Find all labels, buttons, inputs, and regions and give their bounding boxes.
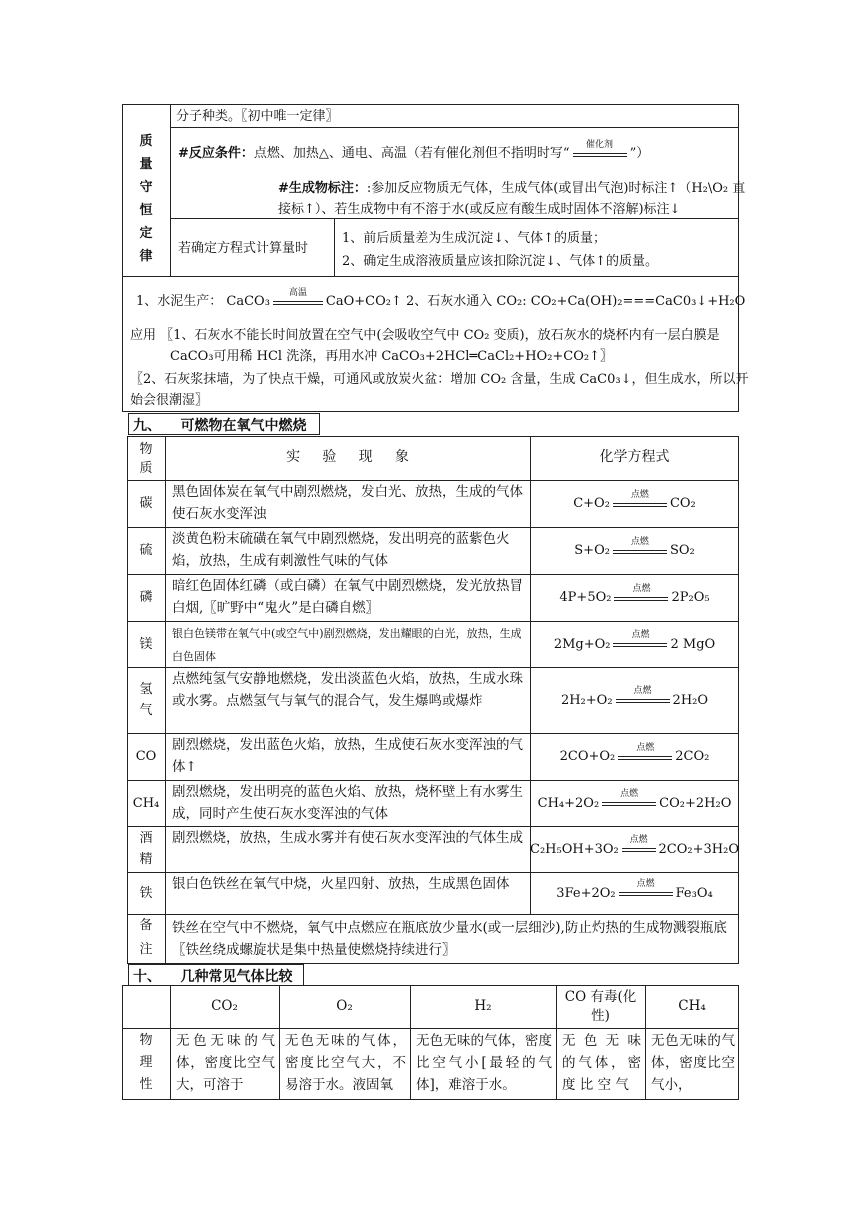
chemical-equation — [530, 480, 739, 527]
chemical-equation — [530, 667, 739, 733]
calc-label: 若确定方程式计算量时 — [178, 241, 309, 256]
row-reaction-conditions — [178, 139, 650, 164]
ignite-condition: 点燃 — [611, 497, 669, 511]
phenomenon-text: 银白色镁带在氧气中(或空气中)剧烈燃烧，发出耀眼的白光，放热，生成白色固体 — [172, 627, 522, 663]
ignite-condition: 点燃 — [600, 796, 658, 810]
ignite-condition: 点燃 — [611, 544, 669, 558]
phenomenon-text: 银白色铁丝在氧气中烧，火星四射、放热，生成黑色固体 — [172, 876, 510, 892]
chemical-equation — [530, 574, 739, 621]
physical-property-cell: 无色无味的气体，密度比空气小， — [651, 1033, 735, 1093]
phenomenon-text: 剧烈燃烧，发出蓝色火焰，放热，生成使石灰水变浑浊的气体↑ — [172, 737, 523, 775]
substance-name: CH₄ — [132, 795, 160, 811]
catalyst-condition: 催化剂 — [571, 147, 629, 161]
gas-header: O₂ — [336, 998, 353, 1014]
product-marking-text: :参加反应物质无气体，生成气体(或冒出气泡)时标注↑（H₂\O₂ 直 — [366, 181, 746, 196]
gas-header — [122, 985, 170, 1028]
ignite-condition: 点燃 — [614, 693, 672, 707]
section-10-title: 十、 几种常见气体比较 — [128, 964, 304, 986]
reaction-conditions-label: #反应条件： — [178, 146, 254, 161]
equation-reactants: 3Fe+2O₂ — [556, 885, 616, 901]
note-text: 铁丝在空气中不燃烧，氧气中点燃应在瓶底放少量水(或一层细沙),防止灼热的生成物溅裂瓶底〖铁丝绕成螺旋状是集中热量使燃烧持续进行〗 — [172, 920, 727, 958]
calc-rule-2: 2、确定生成溶液质量应该扣除沉淀↓、气体↑的质量。 — [342, 254, 659, 269]
row-molecule-types: 分子种类。〖初中唯一定律〗 — [176, 109, 339, 124]
ignite-condition: 点燃 — [616, 750, 674, 764]
ignite-condition: 点燃 — [617, 886, 675, 900]
header-substance: 物 质 — [139, 442, 153, 476]
equation-products: CO₂ — [669, 496, 696, 511]
note-label: 备 注 — [139, 918, 153, 957]
header-phenomenon: 实 验 现 象 — [286, 449, 409, 465]
ignite-condition: 点燃 — [612, 591, 670, 605]
equation-reactants: 4P+5O₂ — [559, 590, 612, 605]
equation-reactants: 2CO+O₂ — [559, 749, 616, 764]
substance-name: 铁 — [139, 885, 153, 901]
limewater-co2: CaO+CO₂↑ 2、石灰水通入 CO₂: CO₂+Ca(OH)₂===CaC0₃↓+H₂O — [325, 294, 746, 309]
substance-name: 碳 — [139, 496, 153, 511]
ignite-condition: 点燃 — [611, 637, 669, 651]
equation-products: CO₂+2H₂O — [659, 795, 732, 811]
apply-line-4: 〖2、石灰浆抹墙，为了快点干燥，可通风或放炭火盆：增加 CO₂ 含量，生成 CaC0₃↓，但生成水，所以开 — [130, 372, 749, 387]
physical-property-cell: 无色无味的气体，密度比空气大，可溶于 — [176, 1033, 275, 1093]
physical-property-cell: 无色无味的气体，密度比空气小[最轻的气体]，难溶于水。 — [416, 1033, 552, 1093]
equation-reactants: 2Mg+O₂ — [553, 636, 611, 652]
cement-production: 1、水泥生产： CaCO₃ — [136, 294, 270, 309]
substance-name: 硫 — [139, 543, 153, 558]
equation-products: 2CO₂ — [675, 749, 710, 764]
gas-header: H₂ — [474, 998, 492, 1014]
apply-line-1 — [136, 287, 746, 312]
chemical-equation — [530, 872, 739, 914]
ignite-condition: 点燃 — [620, 842, 658, 856]
substance-name: 磷 — [139, 590, 153, 605]
equation-reactants: CH₄+2O₂ — [537, 795, 600, 811]
substance-name: 酒 精 — [139, 831, 153, 867]
chemical-equation — [530, 621, 739, 667]
phenomenon-text: 点燃纯氢气安静地燃烧，发出淡蓝色火焰，放热，生成水珠或水雾。点燃氢气与氧气的混合气，发生爆鸣或爆炸 — [172, 671, 523, 709]
chemical-equation — [530, 780, 739, 826]
apply-line-2: 应用 〖1、石灰水不能长时间放置在空气中(会吸收空气中 CO₂ 变质)，放石灰水的烧杯内有一层白膜是 — [130, 328, 720, 343]
high-temp-condition: 高温 — [271, 295, 325, 309]
section-9-title: 九、 可燃物在氧气中燃烧 — [128, 413, 320, 435]
equation-products: 2H₂O — [672, 692, 709, 708]
product-marking-label: #生成物标注： — [278, 181, 367, 196]
reaction-conditions-text: 点燃、加热△、通电、高温（若有催化剂但不指明时写“ — [253, 146, 570, 161]
row-product-marking-2: 接标↑）、若生成物中有不溶于水(或反应有酸生成时固体不溶解)标注↓ — [278, 202, 681, 217]
chemical-equation — [530, 527, 739, 574]
reaction-conditions-end: ”） — [629, 146, 650, 161]
physical-property-label: 物 理 性 — [139, 1033, 153, 1092]
substance-name: 镁 — [139, 636, 153, 652]
phenomenon-text: 淡黄色粉末硫磺在氧气中剧烈燃烧，发出明亮的蓝紫色火焰，放热，生成有刺激性气味的气体 — [172, 531, 510, 569]
equation-products: 2CO₂+3H₂O — [658, 841, 739, 857]
phenomenon-text: 黑色固体炭在氧气中剧烈燃烧，发白光、放热，生成的气体使石灰水变浑浊 — [172, 484, 523, 522]
equation-reactants: C₂H₅OH+3O₂ — [530, 841, 619, 857]
equation-reactants: C+O₂ — [573, 496, 610, 511]
physical-property-cell: 无 色 无 味的气体，密 度 比 空 气 — [562, 1033, 641, 1093]
phenomenon-text: 剧烈燃烧，发出明亮的蓝色火焰、放热，烧杯壁上有水雾生成，同时产生使石灰水变浑浊的气体 — [172, 784, 523, 822]
side-label-mass-conservation: 质 量 守 恒 定 律 — [139, 134, 153, 264]
equation-reactants: 2H₂+O₂ — [560, 692, 613, 708]
header-equation: 化学方程式 — [599, 449, 670, 465]
gas-header: CO₂ — [211, 998, 238, 1014]
gas-header: CO 有毒(化性) — [564, 988, 637, 1024]
equation-products: 2P₂O₅ — [671, 590, 710, 605]
chemical-equation — [530, 733, 739, 780]
equation-reactants: S+O₂ — [574, 543, 610, 558]
equation-products: SO₂ — [669, 543, 695, 558]
phenomenon-text: 暗红色固体红磷（或白磷）在氧气中剧烈燃烧，发光放热冒白烟,〖旷野中“鬼火”是白磷自燃〗 — [172, 578, 523, 616]
calc-rule-1: 1、前后质量差为生成沉淀↓、气体↑的质量； — [342, 231, 607, 246]
equation-products: 2 MgO — [670, 636, 716, 652]
apply-line-3: CaCO₃可用稀 HCl 洗涤，再用水冲 CaCO₃+2HCl═CaCl₂+HO₂+CO₂↑〗 — [170, 349, 614, 364]
physical-property-cell: 无色无味的气体，密度比空气大，不易溶于水。液固氧 — [285, 1033, 406, 1093]
apply-line-5: 始会很潮湿〗 — [130, 393, 209, 408]
row-product-marking — [278, 178, 745, 199]
equation-products: Fe₃O₄ — [675, 885, 713, 901]
chemical-equation — [530, 826, 739, 872]
substance-name: 氢 气 — [139, 682, 153, 718]
gas-header: CH₄ — [678, 998, 706, 1014]
phenomenon-text: 剧烈燃烧，放热，生成水雾并有使石灰水变浑浊的气体生成 — [172, 830, 523, 846]
substance-name: CO — [135, 749, 157, 764]
